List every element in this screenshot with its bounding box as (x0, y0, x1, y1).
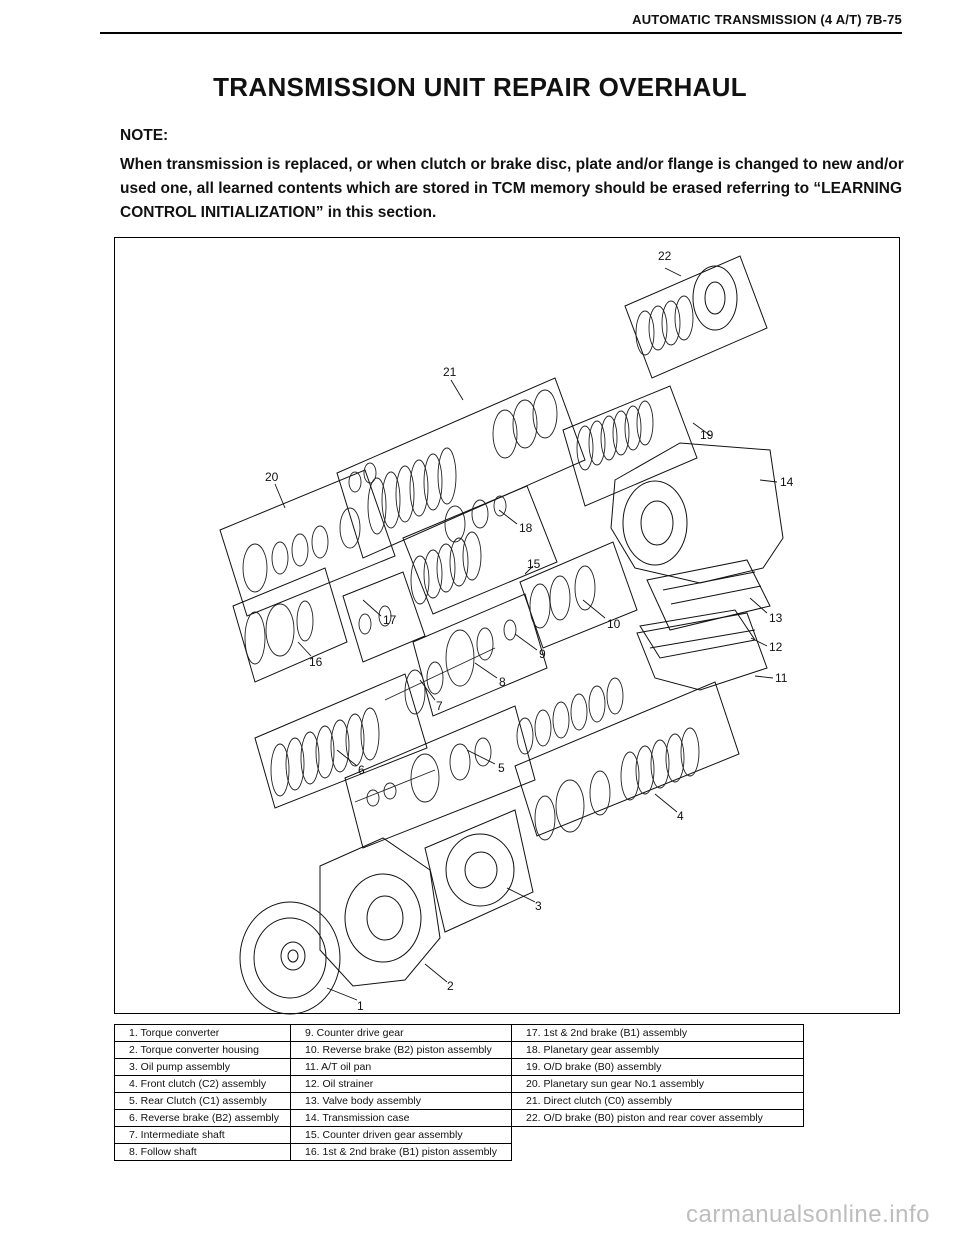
callout-1: 1 (357, 999, 364, 1013)
legend-cell: 22. O/D brake (B0) piston and rear cover assembly (512, 1110, 804, 1127)
callout-12: 12 (769, 640, 783, 654)
note-label: NOTE: (120, 127, 169, 144)
legend-cell: 12. Oil strainer (291, 1076, 512, 1093)
callout-18: 18 (519, 521, 533, 535)
legend-cell: 5. Rear Clutch (C1) assembly (115, 1093, 291, 1110)
legend-cell: 6. Reverse brake (B2) assembly (115, 1110, 291, 1127)
legend-cell: 14. Transmission case (291, 1110, 512, 1127)
table-row (115, 1110, 804, 1127)
exploded-view-figure (114, 237, 900, 1014)
callout-4: 4 (677, 809, 684, 823)
callout-3: 3 (535, 899, 542, 913)
legend-cell: 13. Valve body assembly (291, 1093, 512, 1110)
callout-20: 20 (265, 470, 279, 484)
callout-11: 11 (775, 671, 788, 685)
callout-15: 15 (527, 557, 541, 571)
callout-14: 14 (780, 475, 794, 489)
callout-9: 9 (539, 647, 546, 661)
legend-cell: 7. Intermediate shaft (115, 1127, 291, 1144)
legend-cell: 3. Oil pump assembly (115, 1059, 291, 1076)
callout-22: 22 (658, 249, 672, 263)
legend-cell: 20. Planetary sun gear No.1 assembly (512, 1076, 804, 1093)
callout-7: 7 (436, 699, 443, 713)
running-head: AUTOMATIC TRANSMISSION (4 A/T) 7B-75 (632, 12, 902, 27)
page-title: TRANSMISSION UNIT REPAIR OVERHAUL (213, 72, 747, 102)
callout-16: 16 (309, 655, 323, 669)
table-row (115, 1144, 804, 1161)
legend-cell: 15. Counter driven gear assembly (291, 1127, 512, 1144)
legend-cell: 17. 1st & 2nd brake (B1) assembly (512, 1025, 804, 1042)
table-row (115, 1127, 804, 1144)
legend-cell: 1. Torque converter (115, 1025, 291, 1042)
legend-cell: 2. Torque converter housing (115, 1042, 291, 1059)
legend-cell: 8. Follow shaft (115, 1144, 291, 1161)
legend-cell: 16. 1st & 2nd brake (B1) piston assembly (291, 1144, 512, 1161)
legend-cell: 9. Counter drive gear (291, 1025, 512, 1042)
callout-6: 6 (358, 763, 365, 777)
table-row (115, 1025, 804, 1042)
legend-cell: 18. Planetary gear assembly (512, 1042, 804, 1059)
callout-2: 2 (447, 979, 454, 993)
watermark: carmanualsonline.info (686, 1201, 930, 1228)
legend-empty-cell (512, 1144, 804, 1161)
parts-legend-table (114, 1024, 804, 1161)
table-row (115, 1059, 804, 1076)
exploded-view-drawing (115, 238, 901, 1015)
legend-cell: 11. A/T oil pan (291, 1059, 512, 1076)
note-text: When transmission is replaced, or when clutch or brake disc, plate and/or flange is changed to new and/or used one, all learned contents which are stored in TCM memory should be erased referring to “LEARNING CONTROL INITIALIZATION” in this section. (120, 156, 904, 221)
legend-empty-cell (512, 1127, 804, 1144)
table-row (115, 1093, 804, 1110)
legend-cell: 4. Front clutch (C2) assembly (115, 1076, 291, 1093)
callout-5: 5 (498, 761, 505, 775)
callout-17: 17 (383, 613, 397, 627)
header-rule (100, 32, 902, 34)
callout-21: 21 (443, 365, 457, 379)
callout-10: 10 (607, 617, 621, 631)
table-row (115, 1042, 804, 1059)
legend-cell: 19. O/D brake (B0) assembly (512, 1059, 804, 1076)
callout-13: 13 (769, 611, 783, 625)
callout-19: 19 (700, 428, 714, 442)
legend-cell: 21. Direct clutch (C0) assembly (512, 1093, 804, 1110)
table-row (115, 1076, 804, 1093)
callout-8: 8 (499, 675, 506, 689)
legend-cell: 10. Reverse brake (B2) piston assembly (291, 1042, 512, 1059)
